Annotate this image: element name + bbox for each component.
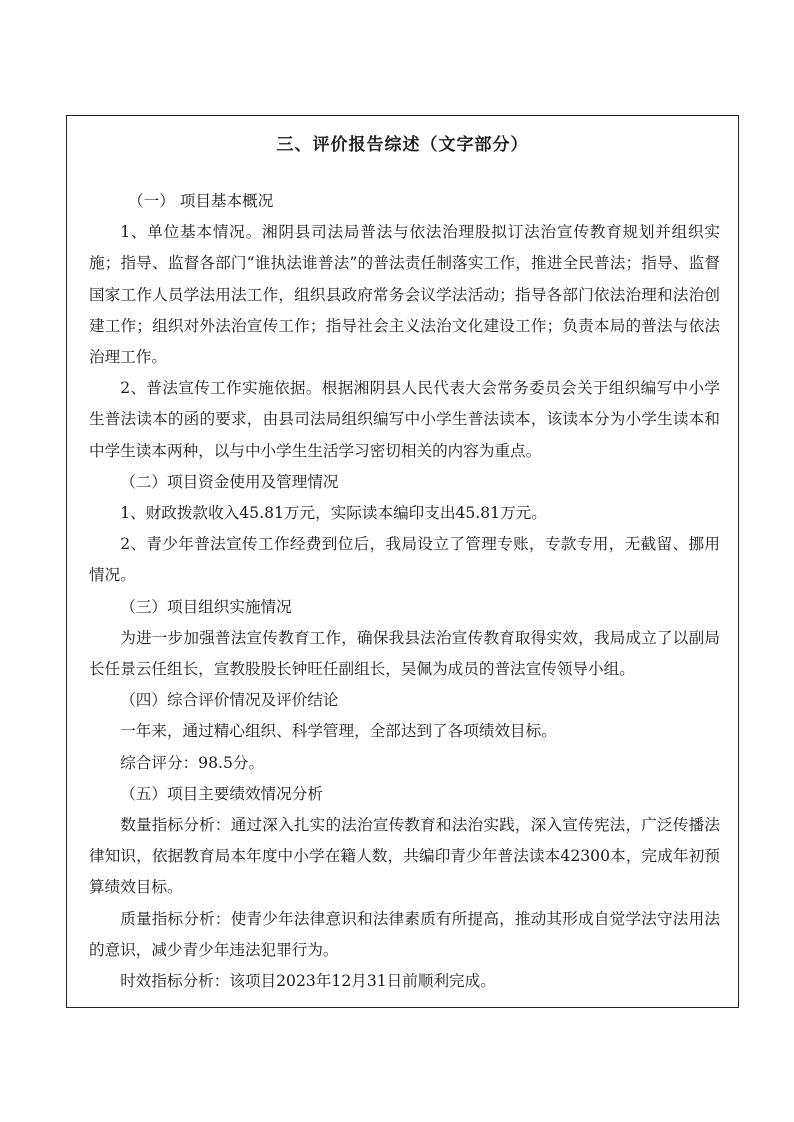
paragraph-implementation-basis: 2、普法宣传工作实施依据。根据湘阴县人民代表大会常务委员会关于组织编写中小学生普法读本的函的要求，由县司法局组织编写中小学生普法读本，该读本分为小学生读本和中学生读本两种，以与中小学生生活学习密切相关的内容为重点。 xyxy=(89,379,720,460)
paragraph-evaluation: 一年来，通过精心组织、科学管理，全部达到了各项绩效目标。 xyxy=(120,722,557,741)
paragraph-organization: 为进一步加强普法宣传教育工作，确保我县法治宣传教育取得实效，我局成立了以副局长任景云任组长，宣教股股长钟旺任副组长，吴佩为成员的普法宣传领导小组。 xyxy=(89,628,720,679)
section-heading-funds: （二）项目资金使用及管理情况 xyxy=(120,472,339,491)
section-heading-overview: （一） 项目基本概况 xyxy=(128,192,274,210)
paragraph-quantity-indicator: 数量指标分析：通过深入扎实的法治宣传教育和法治实践，深入宣传宪法，广泛传播法律知识，依据教育局本年度中小学在籍人数，共编印青少年普法读本42300本，完成年初预算绩效目标。 xyxy=(89,816,720,897)
paragraph-quality-indicator: 质量指标分析：使青少年法律意识和法律素质有所提高，推动其形成自觉学法守法用法的意识，减少青少年违法犯罪行为。 xyxy=(89,909,720,959)
report-body xyxy=(89,186,720,997)
section-heading-performance: （五）项目主要绩效情况分析 xyxy=(120,784,323,803)
paragraph-funds-management: 2、青少年普法宣传工作经费到位后，我局设立了管理专账，专款专用，无截留、挪用情况。 xyxy=(89,535,720,585)
paragraph-unit-basics: 1、单位基本情况。湘阴县司法局普法与依法治理股拟订法治宣传教育规划并组织实施；指导、监督各部门“谁执法谁普法”的普法责任制落实工作，推进全民普法；指导、监督国家工作人员学法用法工作，组织县政府常务会议学法活动；指导各部门依法治理和法治创建工作；组织对外法治宣传工作；指导社会主义法治文化建设工作；负责本局的普法与依法治理工作。 xyxy=(89,223,720,367)
report-title: 三、评价报告综述（文字部分） xyxy=(276,135,529,155)
paragraph-funds-income: 1、财政拨款收入45.81万元，实际读本编印支出45.81万元。 xyxy=(120,504,547,523)
paragraph-score: 综合评分：98.5分。 xyxy=(120,753,265,772)
paragraph-timeliness-indicator: 时效指标分析：该项目2023年12月31日前顺利完成。 xyxy=(120,972,496,991)
report-frame xyxy=(66,115,739,1008)
section-heading-organization: （三）项目组织实施情况 xyxy=(120,597,292,616)
section-heading-evaluation: （四）综合评价情况及评价结论 xyxy=(120,691,339,710)
